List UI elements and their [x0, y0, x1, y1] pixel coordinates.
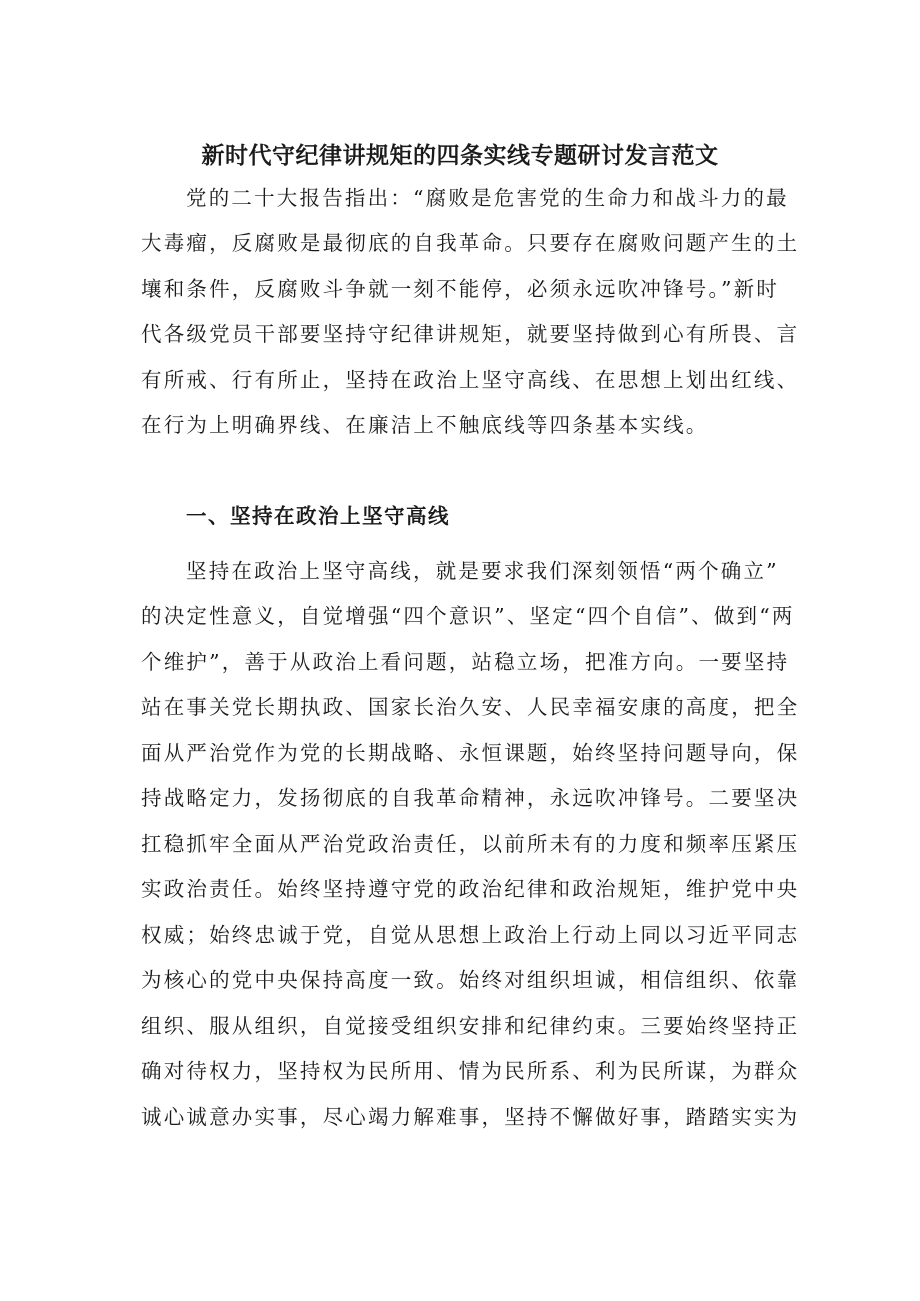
section-line: 个维护”，善于从政治上看问题，站稳立场，把准方向。一要坚持: [141, 650, 790, 674]
section-line: 确对待权力，坚持权为民所用、情为民所系、利为民所谋，为群众: [141, 1059, 800, 1083]
intro-line: 在行为上明确界线、在廉洁上不触底线等四条基本实线。: [141, 413, 709, 437]
section-line: 站在事关党长期执政、国家长治久安、人民幸福安康的高度，把全: [141, 695, 800, 719]
section-line: 的决定性意义，自觉增强“四个意识”、坚定“四个自信”、做到“两: [141, 604, 795, 628]
section-line: 组织、服从组织，自觉接受组织安排和纪律约束。三要始终坚持正: [141, 1014, 800, 1038]
section-line: 权威；始终忠诚于党，自觉从思想上政治上行动上同以习近平同志: [141, 923, 800, 947]
intro-line: 大毒瘤，反腐败是最彻底的自我革命。只要存在腐败问题产生的土: [141, 231, 800, 255]
intro-line: 党的二十大报告指出：“腐败是危害党的生命力和战斗力的最: [186, 186, 789, 210]
section-line: 为核心的党中央保持高度一致。始终对组织坦诚，相信组织、依靠: [141, 968, 800, 992]
intro-line: 代各级党员干部要坚持守纪律讲规矩，就要坚持做到心有所畏、言: [141, 322, 800, 346]
document-title: 新时代守纪律讲规矩的四条实线专题研讨发言范文: [201, 143, 719, 169]
intro-line: 壤和条件，反腐败斗争就一刻不能停，必须永远吹冲锋号。”新时: [141, 277, 780, 301]
section-line: 实政治责任。始终坚持遵守党的政治纪律和政治规矩，维护党中央: [141, 877, 800, 901]
intro-line: 有所戒、行有所止，坚持在政治上坚守高线、在思想上划出红线、: [141, 368, 800, 392]
section-line: 持战略定力，发扬彻底的自我革命精神，永远吹冲锋号。二要坚决: [141, 786, 800, 810]
section-heading: 一、坚持在政治上坚守高线: [186, 504, 450, 528]
section-line: 扛稳抓牢全面从严治党政治责任，以前所未有的力度和频率压紧压: [141, 832, 800, 856]
section-line: 诚心诚意办实事，尽心竭力解难事，坚持不懈做好事，踏踏实实为: [141, 1105, 800, 1129]
section-line: 面从严治党作为党的长期战略、永恒课题，始终坚持问题导向，保: [141, 741, 800, 765]
section-line: 坚持在政治上坚守高线，就是要求我们深刻领悟“两个确立”: [186, 559, 779, 583]
